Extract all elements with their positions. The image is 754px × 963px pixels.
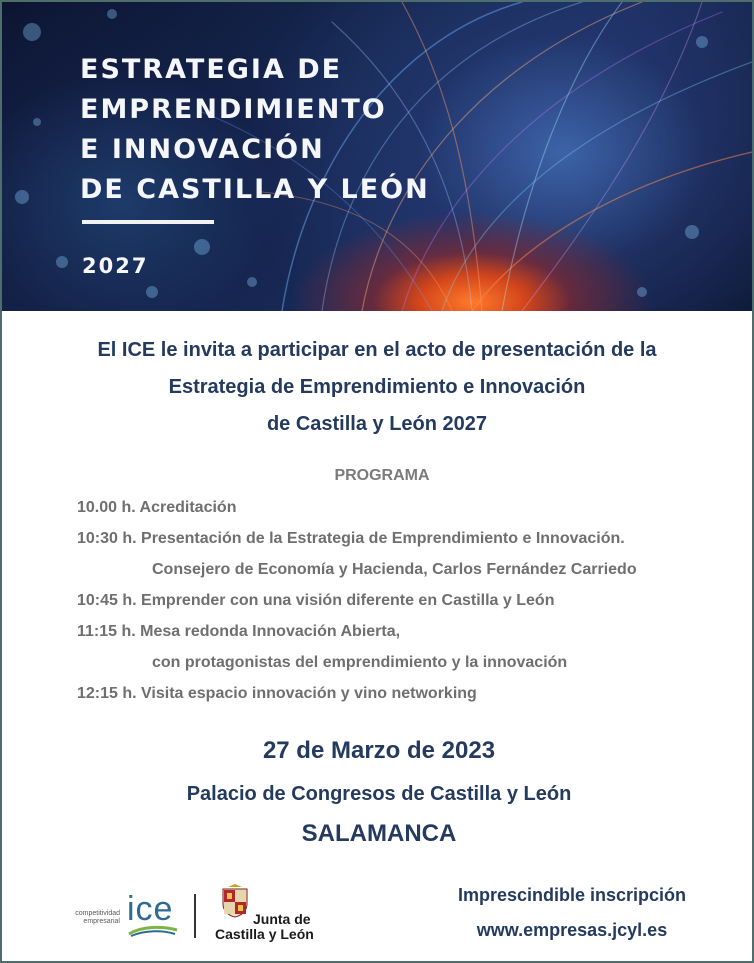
banner-year: 2027: [82, 254, 149, 278]
program-item: 10.00 h. Acreditación: [77, 499, 237, 516]
junta-line-1: Junta de: [253, 911, 311, 927]
title-underline: [82, 220, 214, 224]
program-item-detail: con protagonistas del emprendimiento y la innovación: [152, 654, 568, 671]
ice-logo: ice: [127, 890, 174, 928]
invitation-line-2: Estrategia de Emprendimiento e Innovación: [168, 376, 586, 398]
ice-swoosh-icon: [127, 924, 179, 938]
program-item: 10:30 h. Presentación de la Estrategia de Emprendimiento e Innovación.: [77, 530, 625, 547]
program-item: 11:15 h. Mesa redonda Innovación Abierta,: [77, 623, 401, 640]
junta-logo-text: [215, 912, 314, 942]
logo-divider: [194, 894, 196, 938]
invitation-line-3: de Castilla y León 2027: [266, 413, 488, 435]
banner-title-line: E INNOVACIÓN: [80, 134, 325, 165]
program-item-detail: Consejero de Economía y Hacienda, Carlos Fernández Carriedo: [152, 561, 637, 578]
event-date: 27 de Marzo de 2023: [262, 737, 496, 764]
banner-title-line: EMPRENDIMIENTO: [80, 94, 387, 125]
banner-title-line: ESTRATEGIA DE: [80, 54, 343, 85]
ice-subtitle-line: competitividad: [75, 910, 120, 917]
registration-label: Imprescindible inscripción: [457, 885, 687, 905]
program-heading: PROGRAMA: [334, 467, 430, 484]
invitation-line-1: El ICE le invita a participar en el acto de presentación de la: [97, 339, 657, 361]
event-venue: Palacio de Congresos de Castilla y León: [186, 783, 572, 805]
ice-logo-subtitle: [62, 910, 120, 926]
program-item: 10:45 h. Emprender con una visión diferente en Castilla y León: [77, 592, 555, 609]
banner-title: [80, 50, 430, 210]
event-city: SALAMANCA: [301, 820, 457, 847]
ice-subtitle-line: empresarial: [83, 918, 120, 925]
banner-title-line: DE CASTILLA Y LEÓN: [80, 174, 430, 205]
header-banner: [2, 2, 752, 311]
sponsor-logos: [57, 880, 317, 944]
program-item: 12:15 h. Visita espacio innovación y vino networking: [77, 685, 477, 702]
registration-link[interactable]: www.empresas.jcyl.es: [476, 920, 668, 940]
junta-line-2: Castilla y León: [215, 926, 314, 942]
